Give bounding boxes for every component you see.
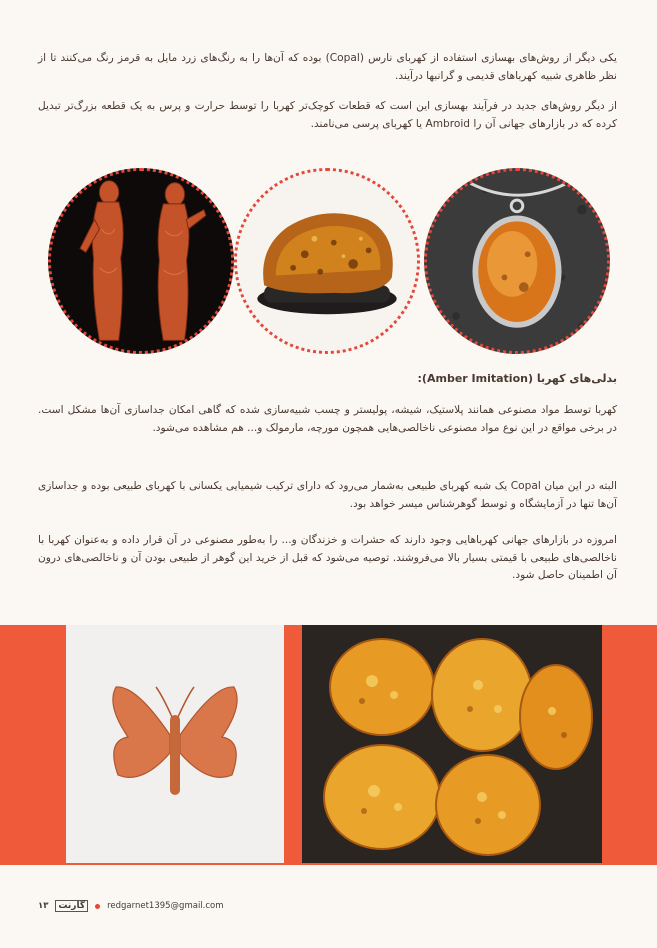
footer-bullet-dot (95, 904, 100, 909)
paragraph-market-warning: امروزه در بازارهای جهانی کهرباهایی وجود دارند که حشرات و خزندگان و... را به‌طور مصنوعی در آن قرار داده و به‌عنوان کهربا با ناخالصی‌های طبیعی با قیمتی بسیار بالا می‌فروشند. توصیه می‌شود که قبل از خرید این گوهر از طبیعی بودن آن و ناخالصی‌های درون آن اطمینان حاصل شود. (38, 534, 617, 581)
paragraph-copal-natural: البته در این میان Copal یک شبه کهربای طبیعی به‌شمار می‌رود که دارای ترکیب شیمیایی یکسانی با کهربای طبیعی بوده و جداسازی آن‌ها تنها در آزمایشگاه و توسط گوهرشناس میسر خواهد بود. (38, 480, 617, 510)
raw-amber-stone-image (234, 168, 420, 354)
contact-email[interactable]: redgarnet1395@gmail.com (107, 901, 224, 911)
page-number: ۱۳ (38, 901, 49, 911)
page-footer (38, 898, 224, 914)
paragraph-copal-treatment: یکی دیگر از روش‌های بهسازی استفاده از کهربای نارس (Copal) بوده که آن‌ها را به رنگ‌های زرد مایل به قرمز رنگ می‌کنند تا از نظر ظاهری شبیه کهرباهای قدیمی و گرانبها درآیند. (38, 52, 617, 82)
magazine-logo: گارنت (55, 900, 88, 912)
amber-cabochon-stones-image (302, 625, 602, 863)
paragraph-imitation-materials: کهربا توسط مواد مصنوعی همانند پلاستیک، شیشه، پولیستر و چسب شبیه‌سازی شده که گاهی امکان جداسازی آن‌ها مشکل است. در برخی مواقع در این نوع مواد مصنوعی ناخالصی‌هایی همچون مورچه، مارمولک و... هم مشاهده می‌شود. (38, 404, 617, 434)
amber-butterfly-brooch-image (66, 625, 284, 863)
paragraph-ambroid: از دیگر روش‌های جدید در فرآیند بهسازی این است که قطعات کوچک‌تر کهربا را توسط حرارت و پرس به یک قطعه بزرگ‌تر تبدیل کرده که در بازارهای جهانی آن را Ambroid یا کهربای پرسی می‌نامند. (38, 100, 617, 130)
amber-pendant-image (424, 168, 610, 354)
section-heading-amber-imitation: بدلی‌های کهربا (Amber Imitation): (417, 372, 617, 385)
carved-amber-statues-image (48, 168, 234, 354)
